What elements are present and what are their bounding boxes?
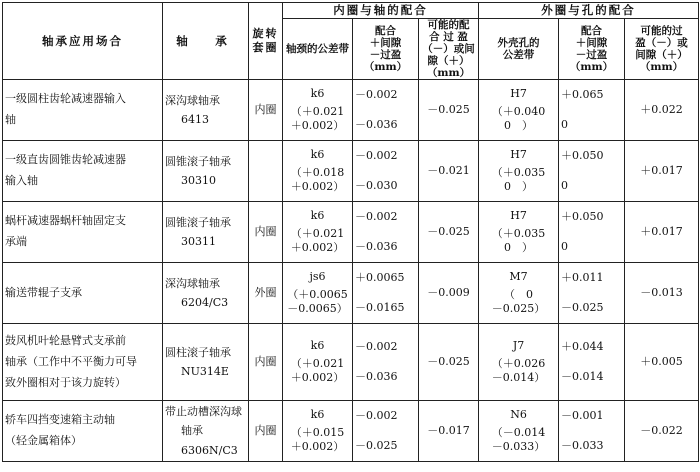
fit-max: －0.002 xyxy=(355,88,398,102)
cell-possible-inner: －0.025 xyxy=(419,80,479,141)
header-line: 可能的过 xyxy=(640,25,683,38)
fit-max: －0.002 xyxy=(355,210,398,224)
cell-fit-inner xyxy=(353,324,419,401)
deviation-upper: （＋0.021 xyxy=(290,105,345,119)
cell-possible-outer: ＋0.017 xyxy=(625,141,699,202)
table-row xyxy=(3,401,699,462)
header-line: （－）或间 xyxy=(422,43,475,56)
header-line: 间隙（＋） xyxy=(635,49,688,62)
header-line: （mm） xyxy=(363,61,408,74)
header-line: （mm） xyxy=(426,67,471,80)
cell-fit-inner xyxy=(353,141,419,202)
cell-bearing xyxy=(163,141,249,202)
header-shaft-zone: 轴颈的公差带 xyxy=(283,19,353,80)
cell-application-case xyxy=(3,324,163,401)
cell-fit-outer xyxy=(559,202,625,263)
fit-min: 0 xyxy=(561,179,569,193)
header-line: 合 过 盈 xyxy=(429,31,468,44)
cell-housing-tolerance-zone xyxy=(479,263,559,324)
cell-rotating-ring: 内圈 xyxy=(249,401,283,462)
fit-max: －0.002 xyxy=(355,340,398,354)
header-line: 隙（＋） xyxy=(427,55,470,68)
cell-bearing xyxy=(163,401,249,462)
bearing-type: 深沟球轴承 xyxy=(165,93,220,107)
header-line: 可能的配 xyxy=(427,19,470,31)
case-line: （轻金属箱体） xyxy=(5,434,82,448)
table-row xyxy=(3,263,699,324)
fit-min: －0.033 xyxy=(561,439,604,453)
cell-possible-inner: －0.009 xyxy=(419,263,479,324)
case-line: 一级圆柱齿轮减速器输入 xyxy=(5,92,126,106)
fit-max: －0.002 xyxy=(355,409,398,423)
deviation-upper: （＋0.035 xyxy=(491,166,546,180)
bearing-type: 带止动槽深沟球 xyxy=(165,404,242,418)
table-row xyxy=(3,141,699,202)
case-line: 输入轴 xyxy=(5,174,38,188)
cell-housing-tolerance-zone xyxy=(479,324,559,401)
header-possible-inner xyxy=(419,19,479,80)
cell-housing-tolerance-zone xyxy=(479,141,559,202)
tolerance-code: k6 xyxy=(310,208,325,222)
cell-rotating-ring: 内圈 xyxy=(249,202,283,263)
header-rotating-ring xyxy=(249,3,283,80)
cell-fit-outer xyxy=(559,80,625,141)
cell-rotating-ring: 内圈 xyxy=(249,80,283,141)
case-line: 轴 xyxy=(5,113,16,127)
header-possible-outer xyxy=(625,19,699,80)
header-line: 配合 xyxy=(375,25,396,38)
cell-fit-inner xyxy=(353,401,419,462)
fit-min: －0.0165 xyxy=(355,301,405,315)
header-line: 外壳孔的 xyxy=(497,37,540,50)
deviation-lower: －0.033） xyxy=(491,440,546,454)
bearing-code: NU314E xyxy=(181,365,229,379)
cell-possible-outer: －0.022 xyxy=(625,401,699,462)
cell-rotating-ring: 内圈 xyxy=(249,324,283,401)
cell-shaft-tolerance-zone xyxy=(283,202,353,263)
cell-application-case xyxy=(3,202,163,263)
case-line: 输送带辊子支承 xyxy=(5,285,82,299)
header-line: （mm） xyxy=(639,61,684,74)
deviation-lower: ＋0.002） xyxy=(290,119,345,133)
header-line: ＋间隙 xyxy=(575,37,608,50)
fit-max: ＋0.065 xyxy=(561,88,604,102)
cell-bearing xyxy=(163,263,249,324)
table-row xyxy=(3,80,699,141)
bearing-type: 圆锥滚子轴承 xyxy=(165,215,231,229)
deviation-lower: 0 ） xyxy=(504,119,534,133)
fit-max: ＋0.0065 xyxy=(355,271,405,285)
case-line: 轴承（工作中不平衡力可导 xyxy=(5,354,137,368)
case-line: 承端 xyxy=(5,235,27,249)
cell-application-case xyxy=(3,263,163,324)
cell-rotating-ring: 外圈 xyxy=(249,263,283,324)
tolerance-code: k6 xyxy=(310,338,325,352)
bearing-type: 深沟球轴承 xyxy=(165,276,220,290)
fit-min: －0.036 xyxy=(355,370,398,384)
deviation-lower: ＋0.002） xyxy=(290,371,345,385)
cell-possible-outer: －0.013 xyxy=(625,263,699,324)
header-outer-group: 外圈与孔的配合 xyxy=(479,3,699,19)
tolerance-code: M7 xyxy=(509,269,528,283)
fit-max: －0.002 xyxy=(355,149,398,163)
fit-max: ＋0.050 xyxy=(561,210,604,224)
fit-max: ＋0.050 xyxy=(561,149,604,163)
bearing-code: 6204/C3 xyxy=(181,296,229,310)
cell-shaft-tolerance-zone xyxy=(283,401,353,462)
cell-possible-outer: ＋0.022 xyxy=(625,80,699,141)
cell-bearing xyxy=(163,324,249,401)
case-line: 致外圈相对于该力旋转） xyxy=(5,375,126,389)
fit-max: ＋0.011 xyxy=(561,271,604,285)
fit-min: 0 xyxy=(561,240,569,254)
deviation-lower: －0.0065） xyxy=(287,302,348,316)
table-row xyxy=(3,324,699,401)
cell-possible-inner: －0.025 xyxy=(419,324,479,401)
header-rotating-line: 套圈 xyxy=(252,41,279,55)
deviation-upper: （＋0.0065 xyxy=(287,288,348,302)
deviation-lower: －0.014） xyxy=(491,371,546,385)
cell-possible-outer: ＋0.005 xyxy=(625,324,699,401)
table-row xyxy=(3,202,699,263)
fit-min: －0.014 xyxy=(561,370,604,384)
header-rotating-line: 旋转 xyxy=(252,26,279,40)
table-body xyxy=(3,80,699,462)
cell-housing-tolerance-zone xyxy=(479,202,559,263)
tolerance-code: H7 xyxy=(510,86,527,100)
bearing-type: 圆锥滚子轴承 xyxy=(165,154,231,168)
deviation-lower: ＋0.002） xyxy=(290,241,345,255)
header-case: 轴承应用场合 xyxy=(3,3,163,80)
cell-bearing xyxy=(163,202,249,263)
header-housing-zone xyxy=(479,19,559,80)
cell-possible-inner: －0.021 xyxy=(419,141,479,202)
case-line: 一级直齿圆锥齿轮减速器 xyxy=(5,153,126,167)
cell-shaft-tolerance-zone xyxy=(283,80,353,141)
cell-housing-tolerance-zone xyxy=(479,80,559,141)
case-line: 蜗杆减速器蜗杆轴固定支 xyxy=(5,214,126,228)
cell-fit-inner xyxy=(353,202,419,263)
header-line: －过盈 xyxy=(369,49,402,62)
tolerance-code: k6 xyxy=(310,147,325,161)
cell-shaft-tolerance-zone xyxy=(283,141,353,202)
deviation-lower: 0 ） xyxy=(504,241,534,255)
header-line: ＋间隙 xyxy=(369,37,402,50)
cell-rotating-ring xyxy=(249,141,283,202)
case-line: 鼓风机叶轮悬臂式支承前 xyxy=(5,333,126,347)
deviation-lower: 0 ） xyxy=(504,180,534,194)
tolerance-code: H7 xyxy=(510,208,527,222)
case-line: 轿车四挡变速箱主动轴 xyxy=(5,413,115,427)
header-line: 盈（－）或 xyxy=(635,37,688,50)
header-line: （mm） xyxy=(569,61,614,74)
header-line: 公差带 xyxy=(502,49,535,62)
cell-application-case xyxy=(3,80,163,141)
cell-application-case xyxy=(3,401,163,462)
fit-min: －0.025 xyxy=(561,301,604,315)
tolerance-code: k6 xyxy=(310,407,325,421)
tolerance-code: js6 xyxy=(309,269,326,283)
header-inner-group: 内圈与轴的配合 xyxy=(283,3,479,19)
deviation-lower: ＋0.002） xyxy=(290,180,345,194)
cell-fit-outer xyxy=(559,401,625,462)
cell-shaft-tolerance-zone xyxy=(283,263,353,324)
tolerance-code: J7 xyxy=(512,338,525,352)
tolerance-code: k6 xyxy=(310,86,325,100)
deviation-lower: －0.025） xyxy=(491,302,546,316)
cell-fit-inner xyxy=(353,80,419,141)
cell-possible-outer: ＋0.017 xyxy=(625,202,699,263)
fit-min: －0.036 xyxy=(355,118,398,132)
tolerance-code: N6 xyxy=(510,407,527,421)
fit-max: ＋0.044 xyxy=(561,340,604,354)
cell-shaft-tolerance-zone xyxy=(283,324,353,401)
cell-bearing xyxy=(163,80,249,141)
fit-min: －0.025 xyxy=(355,439,398,453)
cell-fit-outer xyxy=(559,263,625,324)
cell-fit-outer xyxy=(559,141,625,202)
bearing-code: 轴承6306N/C3 xyxy=(181,424,238,458)
header-fit-inner xyxy=(353,19,419,80)
header-bearing: 轴 承 xyxy=(163,3,249,80)
header-line: 配合 xyxy=(581,25,603,38)
deviation-lower: ＋0.002） xyxy=(290,440,345,454)
cell-housing-tolerance-zone xyxy=(479,401,559,462)
deviation-upper: （＋0.026 xyxy=(491,357,546,371)
deviation-upper: （＋0.015 xyxy=(290,426,345,440)
bearing-type: 圆柱滚子轴承 xyxy=(165,345,231,359)
deviation-upper: （ 0 xyxy=(504,288,534,302)
deviation-upper: （＋0.021 xyxy=(290,227,345,241)
cell-possible-inner: －0.017 xyxy=(419,401,479,462)
fit-min: －0.030 xyxy=(355,179,398,193)
deviation-upper: （＋0.018 xyxy=(290,166,345,180)
bearing-code: 30311 xyxy=(181,235,216,249)
cell-possible-inner: －0.025 xyxy=(419,202,479,263)
cell-fit-outer xyxy=(559,324,625,401)
cell-fit-inner xyxy=(353,263,419,324)
deviation-upper: （－0.014 xyxy=(491,426,546,440)
tolerance-code: H7 xyxy=(510,147,527,161)
bearing-code: 6413 xyxy=(181,113,209,127)
cell-application-case xyxy=(3,141,163,202)
header-row xyxy=(3,3,699,19)
bearing-fit-table xyxy=(2,2,699,462)
fit-max: －0.001 xyxy=(561,409,604,423)
header-fit-outer xyxy=(559,19,625,80)
bearing-code: 30310 xyxy=(181,174,216,188)
header-line: －过盈 xyxy=(575,49,608,62)
deviation-upper: （＋0.035 xyxy=(491,227,546,241)
fit-min: 0 xyxy=(561,118,569,132)
deviation-upper: （＋0.021 xyxy=(290,357,345,371)
fit-min: －0.036 xyxy=(355,240,398,254)
deviation-upper: （＋0.040 xyxy=(491,105,546,119)
